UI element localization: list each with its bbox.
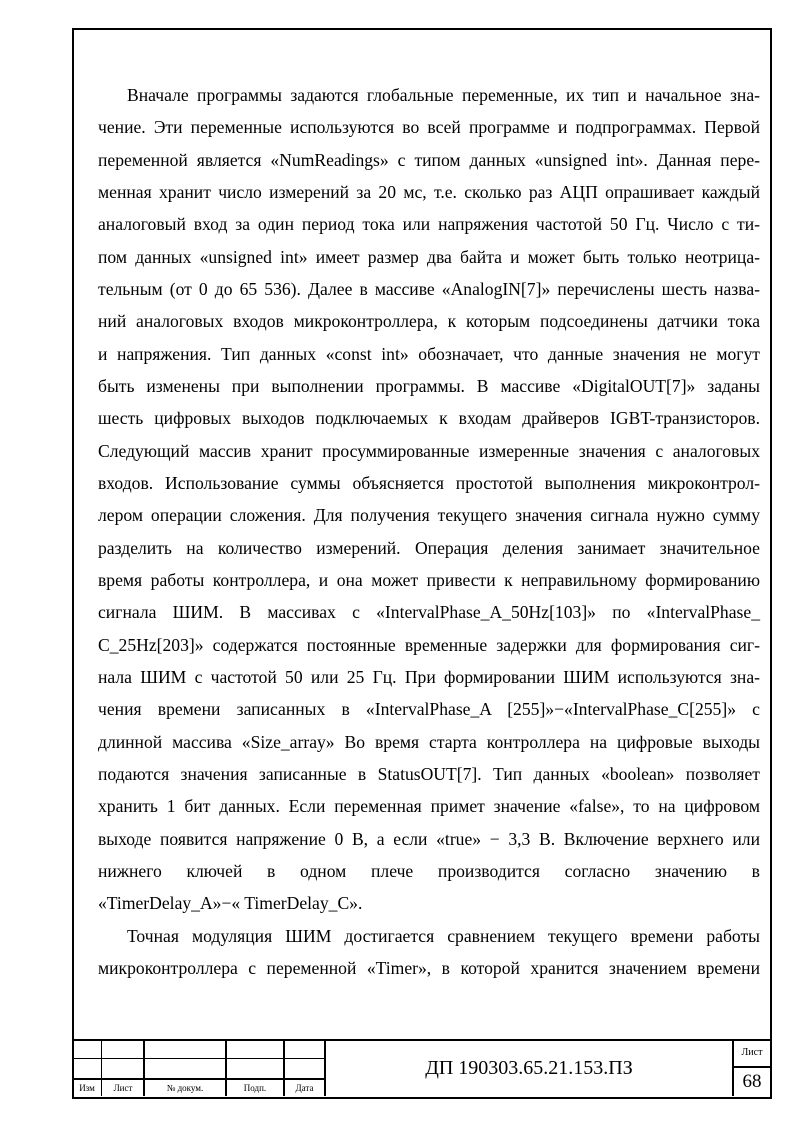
text-line: C_25Hz[203]» содержатся постоянные временные задержки для формирования сиг- (98, 634, 760, 655)
text-line: быть изменены при выполнении программы. В массиве «DigitalOUT[7]» заданы (98, 375, 760, 396)
text-line: Точная модуляция ШИМ достигается сравнением текущего времени работы (127, 925, 760, 946)
text-line: шесть цифровых выходов подключаемых к входам драйверов IGBT-транзисторов. (98, 408, 760, 429)
label-izm: Изм (79, 1083, 95, 1093)
sheet-number: 68 (742, 1071, 762, 1092)
label-doc-number: № докум. (166, 1083, 204, 1093)
text-line: подаются значения записанные в StatusOUT[7]. Тип данных «boolean» позволяет (98, 763, 760, 784)
text-line: и напряжения. Тип данных «const int» обозначает, что данные значения не могут (98, 343, 760, 364)
text-line: переменной является «NumReadings» с типом данных «unsigned int». Данная пере- (98, 149, 760, 170)
text-line: нижнего ключей в одном плече производится согласно значению в (98, 860, 760, 881)
text-line: ний аналоговых входов микроконтроллера, к которым подсоединены датчики тока (98, 311, 760, 332)
text-line: нала ШИМ с частотой 50 или 25 Гц. При формировании ШИМ используются зна- (98, 666, 760, 687)
text-line: лером операции сложения. Для получения текущего значения сигнала нужно сумму (98, 505, 760, 526)
sheet-label: Лист (741, 1047, 763, 1058)
text-line: разделить на количество измерений. Операция деления занимает значительное (98, 537, 760, 558)
text-line: аналоговый вход за один период тока или напряжения частотой 50 Гц. Число с ти- (98, 214, 760, 235)
text-line: тельным (от 0 до 65 536). Далее в массиве «AnalogIN[7]» перечислены шесть назва- (98, 278, 760, 299)
text-line: чения времени записанных в «IntervalPhase_A [255]»−«IntervalPhase_C[255]» с (98, 699, 760, 720)
text-line: время работы контроллера, и она может привести к неправильному формированию (98, 569, 760, 590)
label-list: Лист (113, 1083, 133, 1093)
text-line: чение. Эти переменные используются во всей программе и подпрограммах. Первой (98, 117, 760, 138)
text-line: менная хранит число измерений за 20 мс, т.е. сколько раз АЦП опрашивает каждый (98, 181, 760, 202)
text-line: длинной массива «Size_array» Во время старта контроллера на цифровые выходы (98, 731, 760, 752)
text-line: хранить 1 бит данных. Если переменная примет значение «false», то на цифровом (98, 796, 760, 817)
text-line: микроконтроллера с переменной «Timer», в которой хранится значением времени (98, 957, 760, 978)
text-line: сигнала ШИМ. В массивах с «IntervalPhase_A_50Hz[103]» по «IntervalPhase_ (98, 602, 760, 623)
document-code: ДП 190303.65.21.153.ПЗ (425, 1057, 633, 1079)
text-line: пом данных «unsigned int» имеет размер два байта и может быть только неотрица- (98, 246, 760, 267)
label-date: Дата (295, 1083, 314, 1093)
text-line: выходе появится напряжение 0 В, а если «true» − 3,3 В. Включение верхнего или (98, 828, 760, 849)
text-line: Следующий массив хранит просуммированные измеренные значения с аналоговых (98, 440, 760, 461)
text-line: Вначале программы задаются глобальные переменные, их тип и начальное зна- (127, 85, 760, 105)
label-signature: Подп. (243, 1083, 267, 1093)
text-line: входов. Использование суммы объясняется простотой выполнения микроконтрол- (98, 472, 760, 493)
text-line: «TimerDelay_A»−« TimerDelay_C». (98, 893, 363, 914)
